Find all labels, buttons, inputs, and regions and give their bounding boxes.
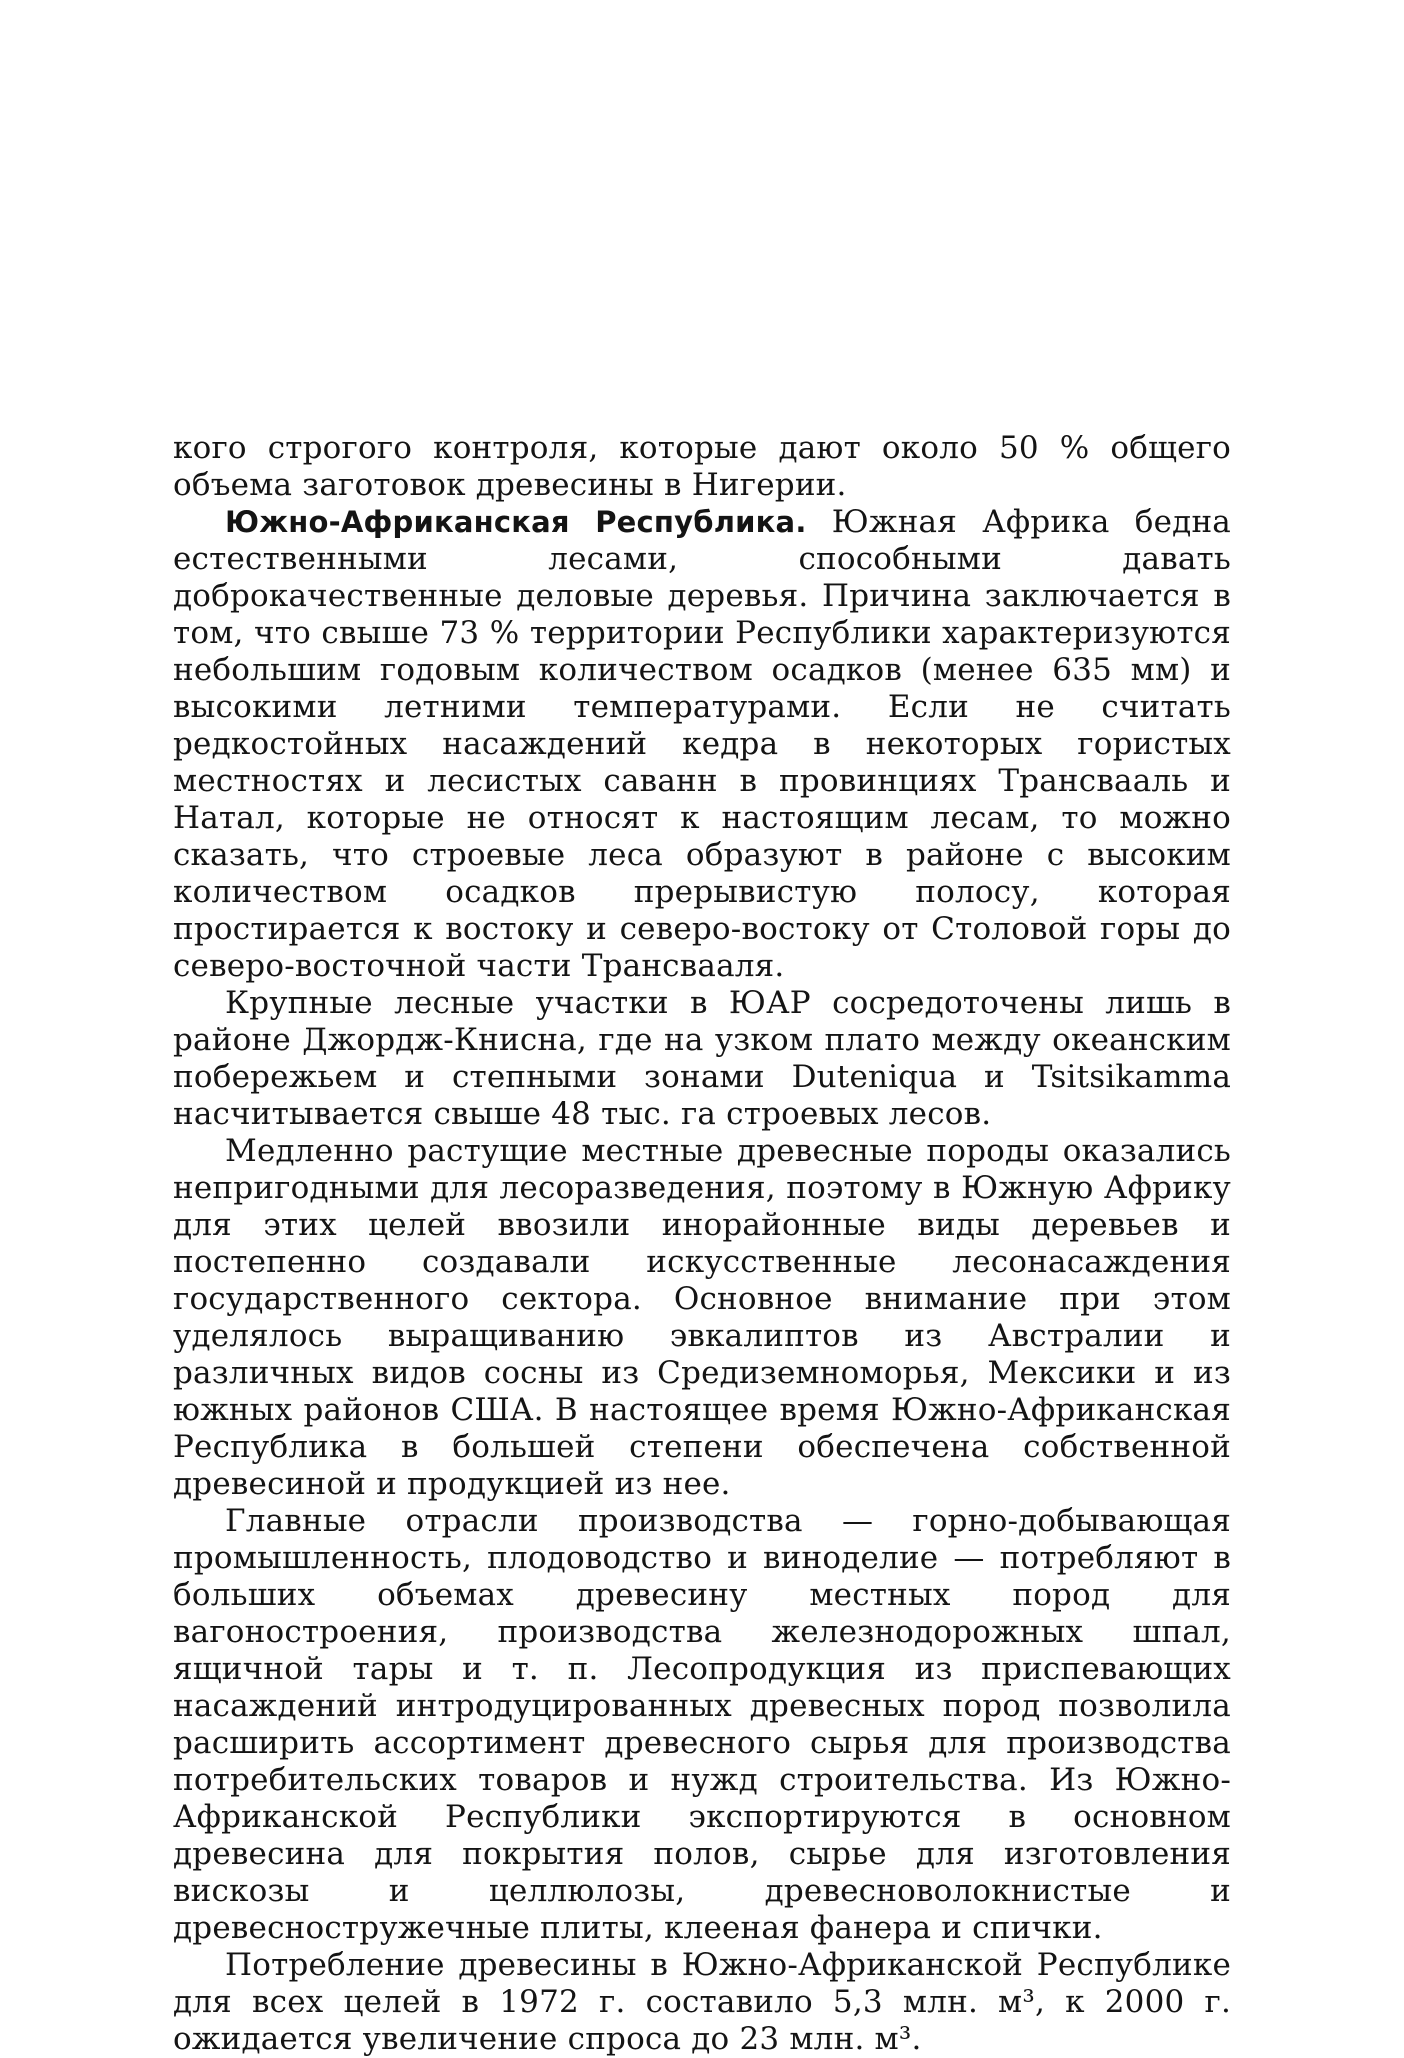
paragraph-text: кого строгого контроля, которые дают около 50 % общего объема заготовок древесины в Нигерии. — [173, 430, 1231, 503]
paragraph-introduced-species — [173, 1133, 1231, 1503]
paragraph-forest-areas — [173, 985, 1231, 1133]
paragraph-text: Главные отрасли производства — горно-добывающая промышленность, плодоводство и виноделие — потребляют в больших объемах древесину местных пород для вагоностроения, производства железнодорожных шпал, ящичной тары и т. п. Лесопродукция из приспевающих насаждений интродуцированных древесных пород позволила расширить ассортимент древесного сырья для производства потребительских товаров и нужд строительства. Из Южно-Африканской Республики экспортируются в основном древесина для покрытия полов, сырье для изготовления вискозы и целлюлозы, древесноволокнистые и древесностружечные плиты, клееная фанера и спички. — [173, 1503, 1231, 1946]
paragraph-text: Крупные лесные участки в ЮАР сосредоточены лишь в районе Джордж-Книсна, где на узком плато между океанским побережьем и степными зонами Duteniqua и Tsitsikamma насчитывается свыше 48 тыс. га строевых лесов. — [173, 985, 1231, 1132]
section-heading: Южно-Африканская Республика. — [225, 505, 807, 539]
paragraph-industries — [173, 1503, 1231, 1947]
paragraph-text: Потребление древесины в Южно-Африканской Республике для всех целей в 1972 г. составило 5,3 млн. м³, к 2000 г. ожидается увеличение спроса до 23 млн. м³. — [173, 1947, 1231, 2057]
paragraph-south-africa — [173, 504, 1231, 985]
document-page — [173, 430, 1231, 2058]
paragraph-consumption — [173, 1947, 1231, 2058]
paragraph-text: Южная Африка бедна естественными лесами, способными давать доброкачественные деловые деревья. Причина заключается в том, что свыше 73 % территории Республики характеризуются небольшим годовым количеством осадков (менее 635 мм) и высокими летними температурами. Если не считать редкостойных насаждений кедра в некоторых гористых местностях и лесистых саванн в провинциях Трансвааль и Натал, которые не относят к настоящим лесам, то можно сказать, что строевые леса образуют в районе с высоким количеством осадков прерывистую полосу, которая простирается к востоку и северо-востоку от Столовой горы до северо-восточной части Трансвааля. — [173, 504, 1231, 984]
paragraph-text: Медленно растущие местные древесные породы оказались непригодными для лесоразведения, поэтому в Южную Африку для этих целей ввозили инорайонные виды деревьев и постепенно создавали искусственные лесонасаждения государственного сектора. Основное внимание при этом уделялось выращиванию эвкалиптов из Австралии и различных видов сосны из Средиземноморья, Мексики и из южных районов США. В настоящее время Южно-Африканская Республика в большей степени обеспечена собственной древесиной и продукцией из нее. — [173, 1133, 1231, 1502]
paragraph-continuation — [173, 430, 1231, 504]
